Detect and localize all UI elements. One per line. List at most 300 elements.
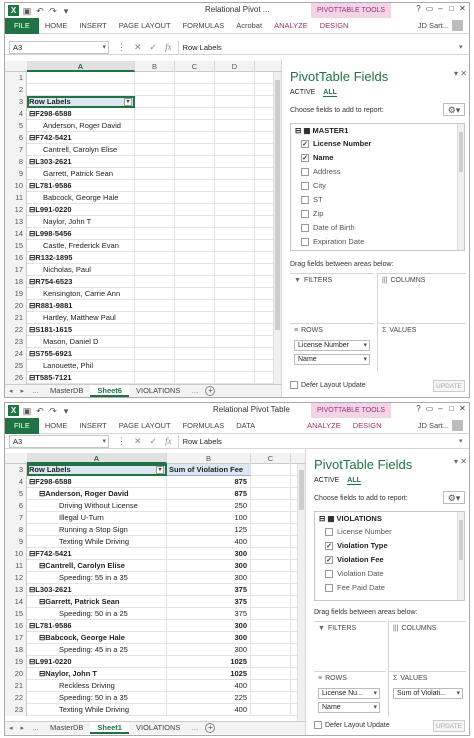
cell-a[interactable] (27, 156, 135, 168)
tab-insert[interactable]: INSERT (79, 420, 107, 430)
cell-empty[interactable] (215, 324, 255, 336)
cell-empty[interactable] (135, 324, 175, 336)
undo-icon[interactable]: ↶ (36, 405, 44, 416)
filter-dropdown-icon[interactable]: ▾ (156, 466, 164, 474)
row-number[interactable]: 22 (5, 692, 27, 704)
cell-empty[interactable] (251, 596, 291, 608)
cell-b[interactable]: 300 (167, 632, 251, 644)
worksheet-grid[interactable] (5, 61, 281, 384)
cell-a[interactable] (27, 644, 167, 656)
row-number[interactable]: 12 (5, 204, 27, 216)
row-number[interactable]: 13 (5, 584, 27, 596)
cell-empty[interactable] (215, 204, 255, 216)
collapse-icon[interactable]: ⊟ (29, 253, 36, 262)
cell-empty[interactable] (215, 228, 255, 240)
defer-layout[interactable] (290, 381, 366, 389)
cell-empty[interactable] (135, 72, 175, 84)
cell-empty[interactable] (251, 560, 291, 572)
defer-checkbox[interactable] (290, 381, 298, 389)
row-chip-name[interactable]: Name ▾ (318, 702, 380, 713)
tab-formulas[interactable]: FORMULAS (182, 20, 225, 30)
enter-icon[interactable]: ✓ (149, 435, 158, 446)
sheet-tab-sheet1[interactable]: Sheet1 (90, 722, 129, 734)
row-number[interactable]: 11 (5, 192, 27, 204)
cell-empty[interactable] (135, 120, 175, 132)
row-number[interactable]: 7 (5, 512, 27, 524)
enter-icon[interactable]: ✓ (149, 41, 158, 52)
update-button[interactable]: UPDATE (433, 720, 465, 732)
field-item[interactable] (315, 581, 464, 595)
cell-empty[interactable] (135, 360, 175, 372)
restore-ribbon-icon[interactable]: ▭ (425, 404, 434, 413)
cell-empty[interactable] (135, 168, 175, 180)
cell-a[interactable] (27, 572, 167, 584)
cell-empty[interactable] (251, 464, 291, 476)
cancel-icon[interactable]: ✕ (134, 435, 142, 446)
insert-function-icon[interactable]: fx (165, 42, 172, 52)
cell-b[interactable]: 300 (167, 560, 251, 572)
cell-empty[interactable] (175, 72, 215, 84)
name-box[interactable]: A3 ▾ (9, 435, 109, 448)
tab-design[interactable]: DESIGN (319, 20, 349, 30)
cell-empty[interactable] (251, 680, 291, 692)
cell-a[interactable] (27, 180, 135, 192)
row-number[interactable]: 4 (5, 476, 27, 488)
row-number[interactable]: 17 (5, 264, 27, 276)
cell-empty[interactable] (251, 536, 291, 548)
cell-a[interactable] (27, 548, 167, 560)
cell-a[interactable] (27, 108, 135, 120)
cell-empty[interactable] (215, 96, 255, 108)
row-number[interactable]: 21 (5, 680, 27, 692)
cancel-icon[interactable]: ✕ (134, 41, 142, 52)
cell-empty[interactable] (175, 312, 215, 324)
cell-a[interactable] (27, 300, 135, 312)
field-item[interactable] (315, 525, 464, 539)
name-box[interactable]: A3 ▾ (9, 41, 109, 54)
minimize-icon[interactable]: – (438, 4, 443, 13)
cell-a[interactable] (27, 680, 167, 692)
sheet-tab-sheet6[interactable]: Sheet6 (90, 385, 129, 397)
formula-input[interactable]: Row Labels (178, 41, 459, 54)
column-header-c[interactable]: C (175, 61, 215, 72)
cell-empty[interactable] (175, 120, 215, 132)
cell-b[interactable]: 375 (167, 608, 251, 620)
cell-a[interactable] (27, 632, 167, 644)
collapse-icon[interactable]: ⊟ (29, 157, 36, 166)
row-number[interactable]: 8 (5, 156, 27, 168)
field-item[interactable] (315, 539, 464, 553)
row-number[interactable]: 16 (5, 620, 27, 632)
cell-b[interactable]: 100 (167, 512, 251, 524)
cell-empty[interactable] (215, 216, 255, 228)
save-icon[interactable]: ▣ (22, 405, 32, 416)
cell-a[interactable] (27, 584, 167, 596)
row-number[interactable]: 17 (5, 632, 27, 644)
cell-a[interactable] (27, 252, 135, 264)
field-checkbox[interactable] (301, 224, 309, 232)
collapse-icon[interactable]: ⊟ (39, 633, 46, 642)
maximize-icon[interactable]: □ (449, 4, 454, 13)
cell-a[interactable] (27, 168, 135, 180)
cell-b[interactable]: 300 (167, 572, 251, 584)
add-sheet-icon[interactable]: + (205, 723, 215, 733)
cell-b[interactable]: 400 (167, 704, 251, 716)
field-checkbox[interactable]: ✓ (302, 155, 308, 162)
collapse-icon[interactable]: ⊟ (29, 205, 36, 214)
cell-a[interactable] (27, 656, 167, 668)
cell-empty[interactable] (215, 240, 255, 252)
tab-active[interactable]: ACTIVE (290, 89, 316, 96)
cell-a[interactable] (27, 132, 135, 144)
cell-a[interactable] (27, 500, 167, 512)
cell-empty[interactable] (135, 240, 175, 252)
help-icon[interactable]: ? (416, 4, 421, 13)
cell-empty[interactable] (175, 300, 215, 312)
cell-empty[interactable] (175, 216, 215, 228)
gear-icon[interactable]: ⚙▾ (443, 491, 465, 504)
cell-empty[interactable] (175, 288, 215, 300)
cell-empty[interactable] (251, 608, 291, 620)
cell-b[interactable]: 1025 (167, 656, 251, 668)
row-number[interactable]: 6 (5, 500, 27, 512)
cell-empty[interactable] (175, 348, 215, 360)
collapse-icon[interactable]: ⊟ (29, 301, 36, 310)
cell-b[interactable]: 400 (167, 536, 251, 548)
row-number[interactable]: 3 (5, 464, 27, 476)
cell-a[interactable] (27, 372, 135, 384)
row-number[interactable]: 1 (5, 72, 27, 84)
cell-empty[interactable] (215, 264, 255, 276)
worksheet-grid[interactable] (5, 453, 305, 721)
cell-empty[interactable] (251, 704, 291, 716)
cell-b[interactable]: 300 (167, 620, 251, 632)
sheet-tab-violations[interactable]: VIOLATIONS (135, 723, 181, 732)
cell-a[interactable] (27, 488, 167, 500)
cell-b[interactable]: 300 (167, 644, 251, 656)
row-number[interactable]: 21 (5, 312, 27, 324)
cell-empty[interactable] (215, 144, 255, 156)
row-number[interactable]: 26 (5, 372, 27, 384)
undo-icon[interactable]: ↶ (36, 5, 44, 16)
cell-a[interactable] (27, 596, 167, 608)
field-checkbox[interactable] (301, 238, 309, 246)
row-number[interactable]: 4 (5, 108, 27, 120)
collapse-icon[interactable]: ⊟ (29, 349, 36, 358)
column-header-c[interactable]: C (251, 453, 291, 464)
cell-empty[interactable] (175, 96, 215, 108)
cell-b[interactable]: 225 (167, 692, 251, 704)
tab-all[interactable]: ALL (347, 477, 361, 484)
cell-b[interactable]: 375 (167, 584, 251, 596)
values-area[interactable] (377, 323, 466, 371)
collapse-icon[interactable]: ⊟ (39, 561, 46, 570)
cell-empty[interactable] (215, 120, 255, 132)
cell-empty[interactable] (175, 324, 215, 336)
cell-a[interactable] (27, 668, 167, 680)
cell-a[interactable] (27, 216, 135, 228)
sum-violation-fee-header[interactable]: Sum of Violation Fee (167, 464, 251, 476)
row-number[interactable]: 23 (5, 704, 27, 716)
redo-icon[interactable]: ↷ (49, 5, 57, 16)
field-checkbox[interactable] (301, 196, 309, 204)
rows-area[interactable] (290, 323, 374, 371)
cell-empty[interactable] (135, 96, 175, 108)
row-number[interactable]: 14 (5, 228, 27, 240)
filters-area[interactable] (290, 273, 374, 323)
cell-empty[interactable] (251, 656, 291, 668)
collapse-icon[interactable]: ⊟ (29, 325, 36, 334)
cell-empty[interactable] (135, 216, 175, 228)
tab-analyze[interactable]: ANALYZE (307, 420, 341, 430)
cell-empty[interactable] (251, 620, 291, 632)
collapse-icon[interactable]: ⊟ (39, 597, 46, 606)
cell-a[interactable] (27, 524, 167, 536)
field-item[interactable] (291, 151, 464, 165)
column-header-d[interactable]: D (215, 61, 255, 72)
field-checkbox[interactable]: ✓ (326, 557, 332, 564)
cell-empty[interactable] (215, 276, 255, 288)
values-area[interactable] (388, 671, 466, 717)
table-node[interactable] (315, 512, 464, 525)
cell-empty[interactable] (215, 360, 255, 372)
row-number[interactable]: 7 (5, 144, 27, 156)
cell-a[interactable] (27, 288, 135, 300)
sheet-nav-prev-icon[interactable]: ◂ (9, 725, 13, 732)
cell-a[interactable] (27, 512, 167, 524)
row-number[interactable]: 9 (5, 168, 27, 180)
table-node[interactable] (291, 124, 464, 137)
cell-a[interactable] (27, 620, 167, 632)
collapse-icon[interactable]: ⊟ (29, 133, 36, 142)
cell-a[interactable] (27, 336, 135, 348)
cell-a[interactable] (27, 608, 167, 620)
collapse-icon[interactable]: ⊟ (29, 109, 36, 118)
expand-formula-icon[interactable]: ▾ (459, 438, 463, 445)
row-number[interactable]: 20 (5, 668, 27, 680)
cell-empty[interactable] (135, 132, 175, 144)
cell-empty[interactable] (251, 584, 291, 596)
row-chip-license-number[interactable]: License Number ▾ (294, 340, 370, 351)
pane-close-icon[interactable]: ▾ ✕ (454, 69, 467, 78)
row-number[interactable]: 19 (5, 656, 27, 668)
collapse-icon[interactable]: ⊟ (29, 477, 36, 486)
tab-active[interactable]: ACTIVE (314, 477, 340, 484)
add-sheet-icon[interactable]: + (205, 386, 215, 396)
cell-empty[interactable] (175, 84, 215, 96)
tab-file[interactable]: FILE (5, 418, 39, 434)
field-item[interactable] (291, 137, 464, 151)
cell-empty[interactable] (251, 644, 291, 656)
cell-a[interactable] (27, 560, 167, 572)
collapse-icon[interactable]: ⊟ (29, 373, 36, 382)
row-number[interactable]: 18 (5, 276, 27, 288)
tab-page-layout[interactable]: PAGE LAYOUT (118, 20, 171, 30)
row-number[interactable]: 24 (5, 348, 27, 360)
cell-empty[interactable] (215, 132, 255, 144)
cell-empty[interactable] (251, 632, 291, 644)
row-number[interactable]: 3 (5, 96, 27, 108)
field-item[interactable] (291, 193, 464, 207)
cell-empty[interactable] (215, 348, 255, 360)
formula-input[interactable]: Row Labels (178, 435, 459, 448)
cell-a[interactable] (27, 276, 135, 288)
cell-a[interactable] (27, 312, 135, 324)
collapse-icon[interactable]: ⊟ (29, 585, 36, 594)
cell-a[interactable] (27, 704, 167, 716)
cell-b[interactable]: 375 (167, 596, 251, 608)
columns-area[interactable] (377, 273, 466, 323)
row-number[interactable]: 14 (5, 596, 27, 608)
cell-empty[interactable] (175, 228, 215, 240)
cell-empty[interactable] (251, 488, 291, 500)
row-number[interactable]: 5 (5, 488, 27, 500)
cell-empty[interactable] (135, 144, 175, 156)
cell-empty[interactable] (135, 276, 175, 288)
cell-empty[interactable] (175, 192, 215, 204)
expand-formula-icon[interactable]: ▾ (459, 44, 463, 51)
cell-b[interactable]: 875 (167, 476, 251, 488)
field-checkbox[interactable] (301, 168, 309, 176)
row-number[interactable]: 5 (5, 120, 27, 132)
cell-empty[interactable] (215, 108, 255, 120)
filter-dropdown-icon[interactable]: ▾ (124, 98, 132, 106)
cell-empty[interactable] (135, 336, 175, 348)
cell-empty[interactable] (135, 312, 175, 324)
field-item[interactable] (291, 235, 464, 249)
columns-area[interactable] (388, 621, 466, 671)
cell-empty[interactable] (175, 156, 215, 168)
cell-empty[interactable] (215, 180, 255, 192)
field-item[interactable] (315, 553, 464, 567)
field-list-scrollbar[interactable] (457, 512, 464, 600)
collapse-icon[interactable]: ⊟ (29, 549, 36, 558)
cell-empty[interactable] (215, 84, 255, 96)
cell-a[interactable] (27, 536, 167, 548)
cell-empty[interactable] (251, 572, 291, 584)
cell-a[interactable] (27, 360, 135, 372)
cell-empty[interactable] (215, 372, 255, 384)
cell-empty[interactable] (175, 180, 215, 192)
defer-checkbox[interactable] (314, 721, 322, 729)
insert-function-icon[interactable]: fx (165, 436, 172, 446)
column-header-b[interactable]: B (167, 453, 251, 464)
close-icon[interactable]: ✕ (459, 404, 466, 413)
row-number[interactable]: 23 (5, 336, 27, 348)
cell-empty[interactable] (135, 156, 175, 168)
cell-a[interactable] (27, 348, 135, 360)
cell-empty[interactable] (135, 108, 175, 120)
field-item[interactable] (291, 221, 464, 235)
tab-page-layout[interactable]: PAGE LAYOUT (118, 420, 171, 430)
field-checkbox[interactable] (301, 210, 309, 218)
close-icon[interactable]: ✕ (459, 4, 466, 13)
field-checkbox[interactable] (325, 570, 333, 578)
field-checkbox[interactable] (325, 528, 333, 536)
collapse-icon[interactable]: ⊟ (29, 277, 36, 286)
cell-empty[interactable] (135, 192, 175, 204)
tab-home[interactable]: HOME (44, 420, 68, 430)
gear-icon[interactable]: ⚙▾ (443, 103, 465, 116)
cell-empty[interactable] (175, 240, 215, 252)
column-header-a[interactable]: A (27, 453, 167, 464)
row-number[interactable]: 12 (5, 572, 27, 584)
field-checkbox[interactable] (325, 584, 333, 592)
maximize-icon[interactable]: □ (449, 404, 454, 413)
tab-data[interactable]: DATA (236, 420, 256, 430)
row-number[interactable]: 18 (5, 644, 27, 656)
update-button[interactable]: UPDATE (433, 380, 465, 392)
sheet-nav-more-icon-2[interactable]: … (191, 724, 199, 732)
cell-empty[interactable] (175, 276, 215, 288)
cell-empty[interactable] (175, 168, 215, 180)
tab-design[interactable]: DESIGN (352, 420, 382, 430)
sheet-nav-next-icon[interactable]: ▸ (20, 725, 25, 732)
sheet-nav-more-icon[interactable]: … (32, 387, 40, 395)
cell-empty[interactable] (215, 252, 255, 264)
cell-empty[interactable] (215, 336, 255, 348)
rows-area[interactable] (314, 671, 386, 717)
scrollbar-thumb[interactable] (275, 80, 280, 330)
collapse-icon[interactable]: ⊟ (39, 489, 46, 498)
minimize-icon[interactable]: – (438, 404, 443, 413)
cell-empty[interactable] (135, 84, 175, 96)
cell-empty[interactable] (135, 204, 175, 216)
row-number[interactable]: 10 (5, 548, 27, 560)
user-account[interactable] (412, 18, 469, 34)
field-checkbox[interactable]: ✓ (302, 141, 308, 148)
row-number[interactable]: 6 (5, 132, 27, 144)
sheet-nav-prev-icon[interactable]: ◂ (9, 388, 13, 395)
defer-layout[interactable] (314, 721, 390, 729)
row-number[interactable]: 9 (5, 536, 27, 548)
row-labels-header[interactable] (27, 96, 135, 108)
save-icon[interactable]: ▣ (22, 5, 32, 16)
tab-home[interactable]: HOME (44, 20, 68, 30)
row-chip-name[interactable]: Name ▾ (294, 354, 370, 365)
cell-empty[interactable] (135, 228, 175, 240)
help-icon[interactable]: ? (416, 404, 421, 413)
pane-close-icon[interactable]: ▾ ✕ (454, 457, 467, 466)
row-chip-license-number[interactable]: License Nu... ▾ (318, 688, 380, 699)
tab-acrobat[interactable]: Acrobat (236, 20, 263, 30)
cell-empty[interactable] (215, 168, 255, 180)
cell-empty[interactable] (215, 312, 255, 324)
collapse-icon[interactable]: ⊟ (29, 621, 36, 630)
cell-empty[interactable] (135, 372, 175, 384)
cell-a[interactable] (27, 120, 135, 132)
cell-empty[interactable] (175, 252, 215, 264)
field-list-scrollbar[interactable] (457, 124, 464, 250)
tab-file[interactable]: FILE (5, 18, 39, 34)
user-account[interactable] (412, 418, 469, 434)
customize-icon[interactable]: ▾ (63, 405, 69, 416)
cell-a[interactable] (27, 72, 135, 84)
row-number[interactable]: 20 (5, 300, 27, 312)
cell-a[interactable] (27, 692, 167, 704)
cell-a[interactable] (27, 204, 135, 216)
cell-empty[interactable] (135, 264, 175, 276)
cell-empty[interactable] (175, 204, 215, 216)
scrollbar-thumb[interactable] (299, 470, 304, 510)
row-number[interactable]: 19 (5, 288, 27, 300)
cell-empty[interactable] (175, 108, 215, 120)
sheet-tab-masterdb[interactable]: MasterDB (50, 723, 84, 732)
cell-empty[interactable] (175, 264, 215, 276)
field-item[interactable] (291, 207, 464, 221)
row-number[interactable]: 25 (5, 360, 27, 372)
collapse-icon[interactable]: ⊟ (29, 657, 36, 666)
